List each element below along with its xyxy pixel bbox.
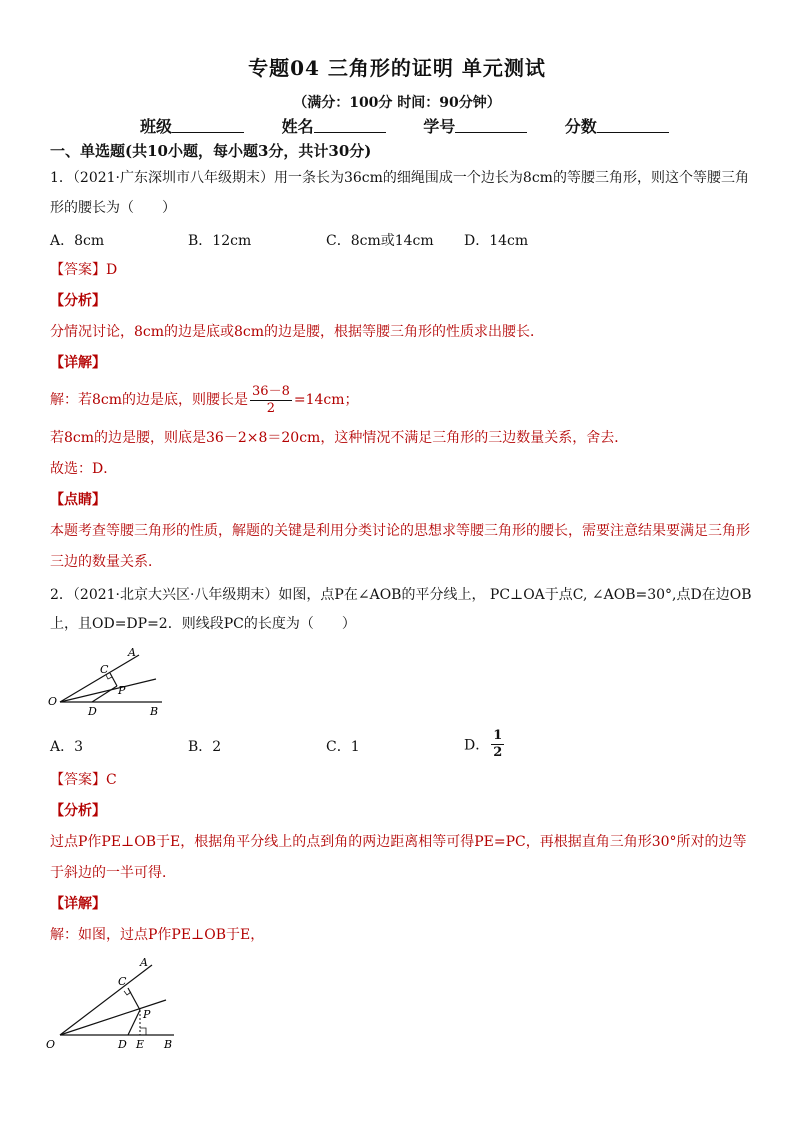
q2-analysis-tag: 【分析】 (50, 803, 106, 819)
fig2-label-c: C (118, 975, 127, 988)
fig2-label-o: O (46, 1038, 56, 1051)
q2-solution-figure (42, 955, 192, 1055)
class-label: 班级 (140, 117, 173, 136)
q1-analysis: 分情况讨论，8cm的边是底或8cm的边是腰，根据等腰三角形的性质求出腰长． (50, 324, 545, 340)
q1-stem-line1: 1．（2021·广东深圳市八年级期末）用一条长为36cm的细绳围成一个边长为8cm的等腰三角形，则这个等腰三角 (50, 170, 749, 186)
score-blank[interactable] (597, 118, 669, 133)
fig1-label-a: A (128, 646, 136, 659)
fig1-label-o: O (48, 695, 58, 708)
fig2-label-d: D (118, 1038, 127, 1051)
q1-option-d: D．14cm (464, 233, 529, 249)
q2-stem-line2: 上，且OD=DP=2．则线段PC的长度为（ ） (50, 616, 356, 632)
q2-option-d-fraction (491, 728, 504, 761)
q2-answer: 【答案】C (50, 772, 117, 788)
q2-option-d-den: 2 (493, 745, 503, 760)
name-label: 姓名 (281, 117, 314, 136)
q2-option-d-label: D． (464, 737, 490, 754)
q2-option-d (464, 728, 506, 761)
q2-analysis-line1: 过点P作PE⊥OB于E，根据角平分线上的点到角的两边距离相等可得PE=PC，再根据直角三角形30°所对的边等 (50, 834, 747, 850)
q1-solution-line1 (50, 382, 359, 418)
fig2-label-a: A (140, 956, 148, 969)
q2-detail-tag: 【详解】 (50, 896, 106, 912)
q1-option-b: B．12cm (188, 233, 252, 249)
fig1-label-c: C (100, 663, 109, 676)
q2-option-d-num: 1 (493, 728, 503, 743)
fig2-label-b: B (164, 1038, 173, 1051)
fig1-label-p: P (118, 684, 126, 697)
q2-analysis-line2: 于斜边的一半可得． (50, 865, 176, 881)
q1-option-c: C．8cm或14cm (326, 233, 434, 249)
page-title: 专题04 三角形的证明 单元测试 (248, 56, 546, 80)
q1-comment-tag: 【点睛】 (50, 492, 106, 508)
q1-comment-line1: 本题考查等腰三角形的性质，解题的关键是利用分类讨论的思想求等腰三角形的腰长，需要注意结果要满足三角形 (50, 523, 750, 539)
q1-stem-line2: 形的腰长为（ ） (50, 200, 176, 216)
q1-detail-tag: 【详解】 (50, 355, 106, 371)
fig1-label-b: B (150, 705, 159, 718)
score-label: 分数 (564, 117, 597, 136)
q2-option-a: A．3 (50, 739, 84, 755)
page-subtitle: （满分：100分 时间：90分钟） (293, 95, 501, 111)
q1-fraction-den: 2 (266, 400, 276, 416)
q2-option-b: B．2 (188, 739, 222, 755)
q1-solution-line2: 若8cm的边是腰，则底是36－2×8＝20cm，这种情况不满足三角形的三边数量关系，舍去． (50, 430, 629, 446)
q1-choose: 故选：D． (50, 461, 118, 477)
q1-sol1-pre: 解：若8cm的边是底，则腰长是 (50, 392, 249, 408)
fig1-label-d: D (88, 705, 97, 718)
name-blank[interactable] (314, 118, 386, 133)
q2-solution-line1: 解：如图，过点P作PE⊥OB于E， (50, 927, 265, 943)
q2-stem-line1: 2．（2021·北京大兴区·八年级期末）如图，点P在∠AOB的平分线上， PC⊥OA于点C, ∠AOB=30°,点D在边OB (50, 587, 752, 603)
id-blank[interactable] (455, 118, 527, 133)
q1-answer: 【答案】D (50, 262, 118, 278)
section-heading: 一、单选题(共10小题，每小题3分，共计30分) (50, 142, 372, 160)
q1-analysis-tag: 【分析】 (50, 293, 106, 309)
fig2-label-p: P (143, 1008, 151, 1021)
q1-comment-line2: 三边的数量关系． (50, 554, 162, 570)
q2-option-c: C．1 (326, 739, 360, 755)
student-info-row (140, 114, 701, 137)
id-label: 学号 (423, 117, 456, 136)
fig2-label-e: E (136, 1038, 145, 1051)
q1-sol1-post: =14cm； (293, 392, 359, 408)
q1-fraction-num: 36－8 (252, 383, 290, 399)
class-blank[interactable] (172, 118, 244, 133)
q1-option-a: A．8cm (50, 233, 105, 249)
q1-fraction (250, 384, 292, 417)
q2-figure (44, 645, 174, 720)
